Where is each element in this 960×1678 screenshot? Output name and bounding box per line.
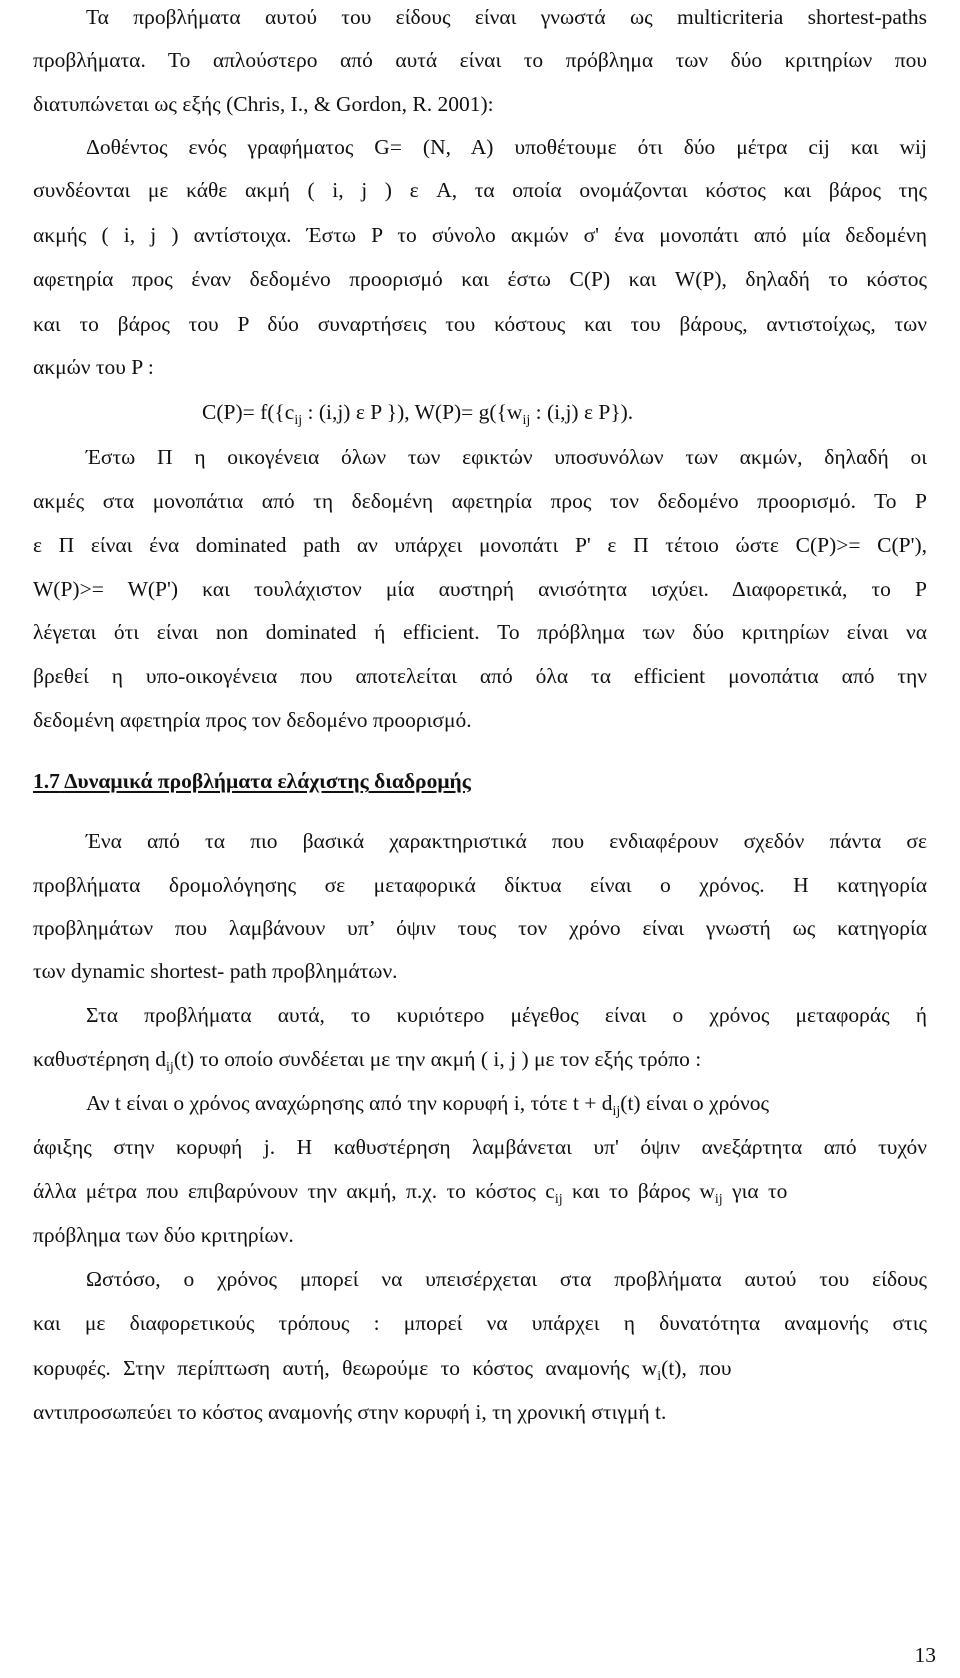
subscript: ij [612, 1104, 621, 1119]
paragraph-line: λέγεται ότι είναι non dominated ή efficient. Το πρόβλημα των δύο κριτηρίων είναι να [33, 620, 927, 644]
text-run: (t) είναι ο χρόνος [620, 1091, 770, 1115]
equation-text: : (i,j) ε P}). [530, 400, 634, 424]
text-run: (t) το οποίο συνδέεται με την ακμή ( i, j ) με τον εξής τρόπο : [173, 1047, 702, 1071]
paragraph-line: ακμής ( i, j ) αντίστοιχα. Έστω P το σύνολο ακμών σ' ένα μονοπάτι από μία δεδομένη [33, 223, 927, 247]
paragraph-line: διατυπώνεται ως εξής (Chris, I., & Gordon, R. 2001): [33, 92, 494, 116]
paragraph-line: Στα προβλήματα αυτά, το κυριότερο μέγεθος είναι ο χρόνος μεταφοράς ή [86, 1003, 927, 1027]
equation-text: C(P)= f({c [202, 400, 295, 424]
text-run: κορυφές. Στην περίπτωση αυτή, θεωρούμε το κόστος αναμονής w [33, 1356, 658, 1380]
text-run: Αν t είναι ο χρόνος αναχώρησης από την κορυφή i, τότε t + d [86, 1091, 613, 1115]
subscript: i [657, 1369, 662, 1384]
section-heading [33, 766, 927, 796]
paragraph-line: και το βάρος του P δύο συναρτήσεις του κόστους και του βάρους, αντιστοίχως, των [33, 312, 927, 336]
paragraph-line: προβλήματα δρομολόγησης σε μεταφορικά δίκτυα είναι ο χρόνος. Η κατηγορία [33, 873, 927, 897]
paragraph-line: ακμές στα μονοπάτια από τη δεδομένη αφετηρία προς τον δεδομένο προορισμό. Το P [33, 489, 927, 513]
paragraph-line: των dynamic shortest- path προβλημάτων. [33, 959, 398, 983]
paragraph-line [33, 1176, 927, 1206]
paragraph-line: άφιξης στην κορυφή j. Η καθυστέρηση λαμβάνεται υπ' όψιν ανεξάρτητα από τυχόν [33, 1135, 927, 1159]
paragraph-line: βρεθεί η υπο-οικογένεια που αποτελείται από όλα τα efficient μονοπάτια από την [33, 664, 927, 688]
paragraph-line: ε Π είναι ένα dominated path αν υπάρχει μονοπάτι P' ε Π τέτοιο ώστε C(P)>= C(P'), [33, 533, 927, 557]
text-run: (t), που [661, 1356, 732, 1380]
paragraph-line: πρόβλημα των δύο κριτηρίων. [33, 1223, 294, 1247]
section-number: 1.7 [33, 769, 60, 793]
text-run: καθυστέρηση d [33, 1047, 167, 1071]
paragraph-line [33, 1353, 927, 1383]
text-run: άλλα μέτρα που επιβαρύνουν την ακμή, π.χ. το κόστος c [33, 1179, 555, 1203]
subscript: ij [294, 413, 303, 428]
paragraph-line: αφετηρία προς έναν δεδομένο προορισμό και έστω C(P) και W(P), δηλαδή το κόστος [33, 267, 927, 291]
subscript: ij [166, 1060, 174, 1075]
paragraph-line: προβλημάτων που λαμβάνουν υπ’ όψιν τους τον χρόνο είναι γνωστή ως κατηγορία [33, 916, 927, 940]
paragraph-line: προβλήματα. Το απλούστερο από αυτά είναι το πρόβλημα των δύο κριτηρίων που [33, 48, 927, 72]
paragraph-line: δεδομένη αφετηρία προς τον δεδομένο προορισμό. [33, 708, 472, 732]
equation-text: : (i,j) ε P }), W(P)= g({w [302, 400, 523, 424]
subscript: ij [554, 1192, 563, 1207]
page-number: 13 [914, 1643, 936, 1667]
paragraph-line: συνδέονται με κάθε ακμή ( i, j ) ε A, τα οποία ονομάζονται κόστος και βάρος της [33, 178, 927, 202]
paragraph-line: αντιπροσωπεύει το κόστος αναμονής στην κορυφή i, τη χρονική στιγμή t. [33, 1400, 667, 1424]
paragraph-line: Ωστόσο, ο χρόνος μπορεί να υπεισέρχεται στα προβλήματα αυτού του είδους [86, 1267, 927, 1291]
subscript: ij [714, 1192, 723, 1207]
paragraph-line: Δοθέντος ενός γραφήματος G= (N, A) υποθέτουμε ότι δύο μέτρα cij και wij [86, 135, 927, 159]
paragraph-line: W(P)>= W(P') και τουλάχιστον μία αυστηρή ανισότητα ισχύει. Διαφορετικά, το P [33, 577, 927, 601]
paragraph-line: και με διαφορετικούς τρόπους : μπορεί να υπάρχει η δυνατότητα αναμονής στις [33, 1311, 927, 1335]
paragraph-line: Ένα από τα πιο βασικά χαρακτηριστικά που ενδιαφέρουν σχεδόν πάντα σε [86, 829, 927, 853]
paragraph-line: ακμών του P : [33, 355, 154, 379]
text-run: για το [722, 1179, 788, 1203]
section-title: Δυναμικά προβλήματα ελάχιστης διαδρομής [64, 769, 471, 793]
text-run: και το βάρος w [562, 1179, 715, 1203]
paragraph-line [86, 1088, 927, 1118]
paragraph-line: Τα προβλήματα αυτού του είδους είναι γνωστά ως multicriteria shortest-paths [86, 5, 927, 29]
subscript: ij [522, 413, 531, 428]
paragraph-line: Έστω Π η οικογένεια όλων των εφικτών υποσυνόλων των ακμών, δηλαδή οι [86, 445, 927, 469]
equation-line [202, 397, 633, 427]
paragraph-line [33, 1044, 927, 1074]
